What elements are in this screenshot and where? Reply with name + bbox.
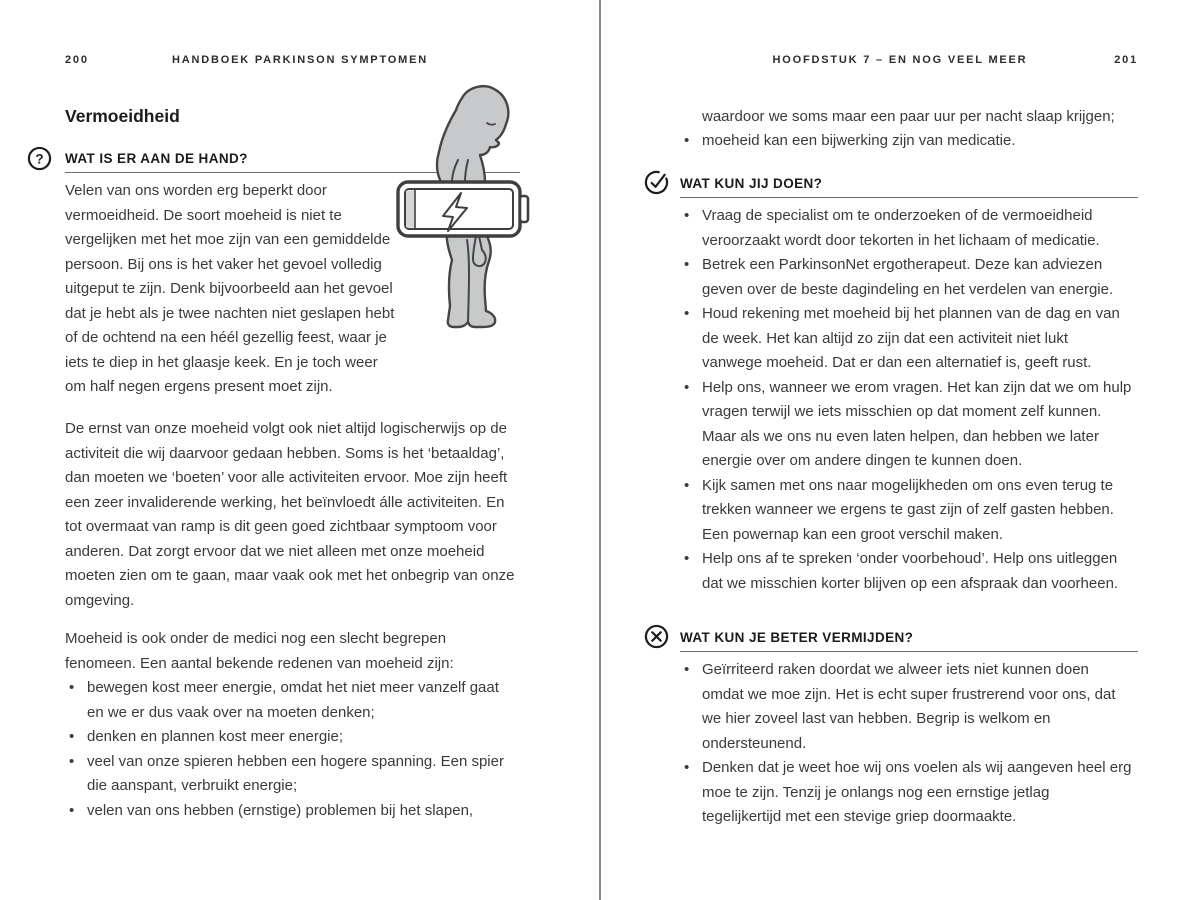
check-circle-icon — [644, 170, 669, 195]
right-running-head: HOOFDSTUK 7 – EN NOG VEEL MEER — [772, 54, 1028, 66]
section-heading-wat-kun-je-beter-vermijden: WAT KUN JE BETER VERMIJDEN? — [680, 630, 914, 645]
paragraph-text: Moeheid is ook onder de medici nog een slecht begrepen fenomeen. Een aantal bekende redenen van moeheid zijn: — [65, 630, 454, 672]
fatigued-person-illustration — [392, 82, 548, 334]
list-item: • bewegen kost meer energie, omdat het niet meer vanzelf gaat en we er dus vaak over na moeten denken; — [65, 676, 515, 725]
list-item: • Houd rekening met moeheid bij het plannen van de dag en van de week. Het kan altijd zo zijn dat een activiteit niet lukt vanwege moeheid. Dat er dan een alternatief is, geeft rust. — [680, 302, 1132, 376]
list-item: • Help ons, wanneer we erom vragen. Het kan zijn dat we om hulp vragen terwijl we iets misschien op dat moment zelf kunnen. Maar als we ons nu even laten helpen, dan hebben we later energie over om andere dingen te kunnen doen. — [680, 376, 1132, 474]
list-item: • velen van ons hebben (ernstige) problemen bij het slapen, — [65, 799, 515, 824]
battery-charge-level — [406, 191, 415, 228]
list-item: • Betrek een ParkinsonNet ergotherapeut. Deze kan adviezen geven over de beste dagindeling en het verdelen van energie. — [680, 253, 1132, 302]
right-page-number: 201 — [1114, 54, 1138, 66]
list-item: • Geïrriteerd raken doordat we alweer iets niet kunnen doen omdat we moe zijn. Het is echt super frustrerend voor ons, dat we hier zoveel last van hebben. Begrip is welkom en ondersteunend. — [680, 658, 1132, 756]
fatigue-reasons-list — [65, 676, 515, 823]
question-circle-icon — [27, 146, 52, 171]
list-item: • Help ons af te spreken ‘onder voorbehoud’. Help ons uitleggen dat we misschien korter blijven op een afspraak dan voorheen. — [680, 547, 1132, 596]
continuation-text: waardoor we soms maar een paar uur per nacht slaap krijgen; — [702, 108, 1115, 125]
list-item: • Vraag de specialist om te onderzoeken of de vermoeidheid veroorzaakt wordt door tekorten in het lichaam of medicatie. — [680, 204, 1132, 253]
advice-list — [680, 204, 1132, 596]
heading-rule — [680, 651, 1138, 652]
section-heading-wat-kun-jij-doen: WAT KUN JIJ DOEN? — [680, 176, 823, 191]
list-item: • veel van onze spieren hebben een hogere spanning. Een spier die aanspant, verbruikt energie; — [65, 750, 515, 799]
left-running-head: HANDBOEK PARKINSON SYMPTOMEN — [172, 54, 428, 66]
paragraph-text: Velen van ons worden erg beperkt door vermoeidheid. De soort moeheid is niet te vergelijken met het moe zijn van een gemiddelde persoon. Bij ons is het vaker het gevoel volledig uitgeput te zijn. Denk bijvoorbeeld aan het gevoel dat je hebt als je twee nachten niet geslapen hebt of de ochtend na een héél gezellig feest, waar je iets te diep in het glaasje keek. En je toch weer om half negen ergens present moet zijn. — [65, 182, 395, 395]
cross-circle-icon — [644, 624, 669, 649]
battery-terminal — [520, 196, 528, 222]
list-item: • Kijk samen met ons naar mogelijkheden om ons even terug te trekken wanneer we ergens te gast zijn of zelf gasten hebben. Een powernap kan een groot verschil maken. — [680, 474, 1132, 548]
question-glyph: ? — [35, 151, 44, 167]
avoid-list — [680, 658, 1132, 830]
heading-rule — [680, 197, 1138, 198]
continuation-list — [680, 129, 1130, 154]
list-item: • denken en plannen kost meer energie; — [65, 725, 515, 750]
chapter-title: Vermoeidheid — [65, 106, 180, 126]
list-item: • moeheid kan een bijwerking zijn van medicatie. — [680, 129, 1130, 154]
section-heading-wat-is-er-aan-de-hand: WAT IS ER AAN DE HAND? — [65, 151, 248, 166]
left-page-number: 200 — [65, 54, 89, 66]
low-battery-icon — [398, 182, 528, 236]
paragraph-fatigue-reasons — [65, 627, 515, 823]
list-item: • Denken dat je weet hoe wij ons voelen als wij aangeven heel erg moe te zijn. Tenzij je onlangs nog een ernstige jetlag tegelijkertijd met een stevige griep doormaakte. — [680, 756, 1132, 830]
page-divider — [599, 0, 601, 900]
paragraph-fatigue-severity: De ernst van onze moeheid volgt ook niet altijd logischerwijs op de activiteit die wij daarvoor gedaan hebben. Soms is het ‘betaaldag’, dan moeten we ‘boeten’ voor alle activiteiten ervoor. Moe zijn heeft een zeer invaliderende werking, het beïnvloedt álle activiteiten. En tot overmaat van ramp is dit geen goed zichtbaar symptoom voor anderen. Dat zorgt ervoor dat we niet alleen met onze moeheid moeten zien om te gaan, maar vaak ook met het onbegrip van onze omgeving. — [65, 420, 515, 609]
